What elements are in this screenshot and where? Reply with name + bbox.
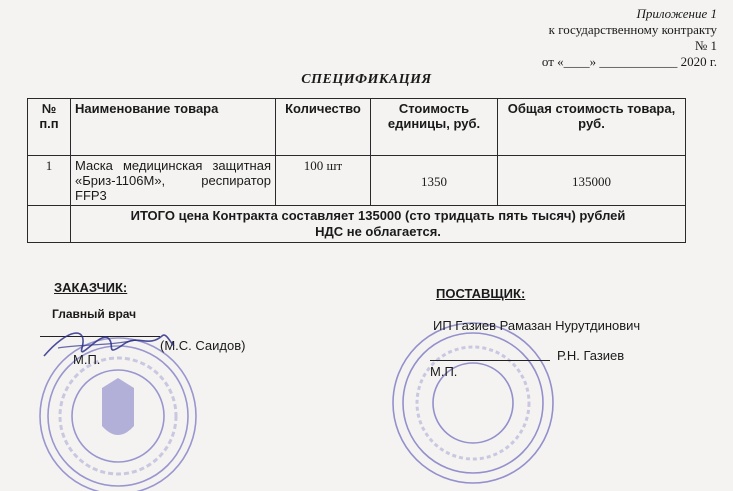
- col-header-total: Общая стоимость товара, руб.: [498, 99, 686, 156]
- table-row: [28, 156, 686, 206]
- contract-date: от «____» ____________ 2020 г.: [541, 54, 717, 69]
- contract-number: № 1: [694, 38, 717, 53]
- row-total: 135000: [498, 156, 686, 206]
- col-header-unit-price: Стоимость единицы, руб.: [371, 99, 498, 156]
- col-header-number: № п.п: [28, 99, 71, 156]
- specification-table: [27, 98, 686, 243]
- total-line-1: ИТОГО цена Контракта составляет 135000 (сто тридцать пять тысяч) рублей: [130, 208, 626, 223]
- contract-reference: к государственному контракту: [548, 22, 717, 37]
- table-header-row: [28, 99, 686, 156]
- supplier-name: ИП Газиев Рамазан Нурутдинович: [433, 318, 641, 333]
- supplier-mp: М.П.: [430, 364, 458, 379]
- document-title: СПЕЦИФИКАЦИЯ: [301, 72, 432, 87]
- customer-signatory: (М.С. Саидов): [160, 338, 246, 353]
- row-product-name: Маска медицинская защитная «Бриз-1106М», респиратор FFP3: [71, 156, 276, 206]
- customer-signature: [38, 318, 178, 368]
- supplier-signature-line: [430, 360, 550, 361]
- total-row-text: [71, 206, 686, 243]
- customer-position: Главный врач: [52, 307, 137, 321]
- row-number: 1: [28, 156, 71, 206]
- customer-mp: М.П.: [73, 352, 101, 367]
- row-quantity: 100 шт: [276, 156, 371, 206]
- total-line-2: НДС не облагается.: [315, 224, 441, 239]
- col-header-quantity: Количество: [276, 99, 371, 156]
- supplier-seal: [388, 318, 558, 488]
- customer-heading: ЗАКАЗЧИК:: [54, 280, 128, 295]
- supplier-signatory: Р.Н. Газиев: [557, 348, 625, 363]
- annex-label: Приложение 1: [636, 6, 717, 21]
- annex-header: [542, 6, 717, 70]
- total-row: [28, 206, 686, 243]
- col-header-name: Наименование товара: [71, 99, 276, 156]
- row-unit-price: 1350: [371, 156, 498, 206]
- total-row-empty-cell: [28, 206, 71, 243]
- supplier-heading: ПОСТАВЩИК:: [436, 286, 526, 301]
